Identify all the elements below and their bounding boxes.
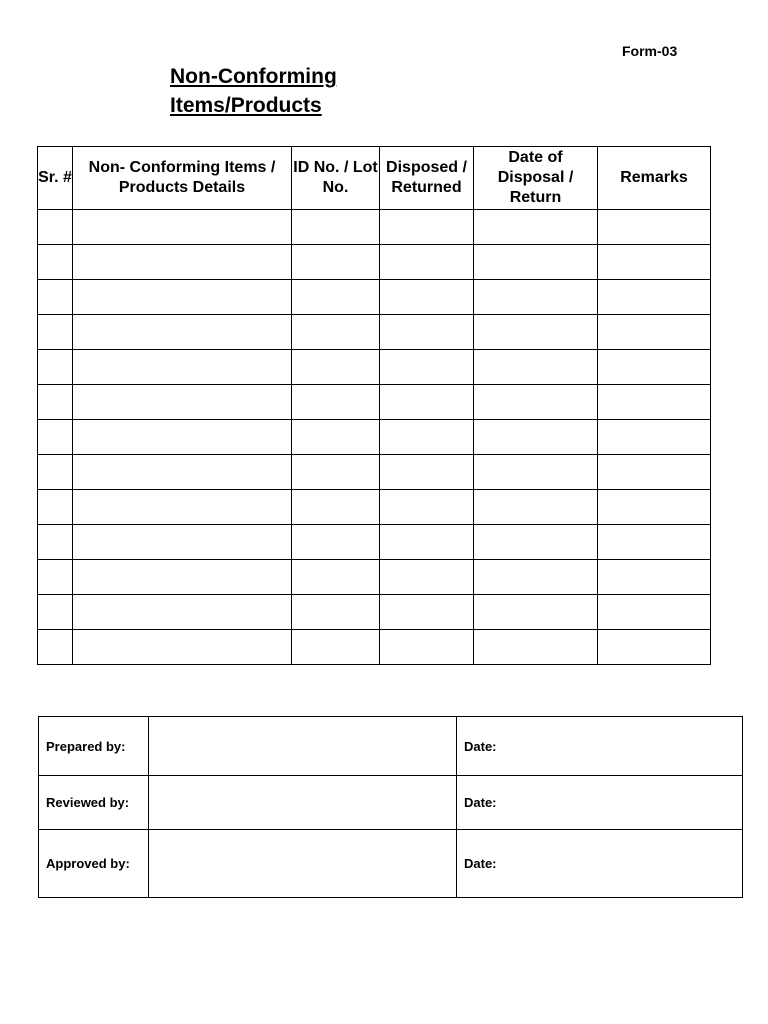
cell-id-lot[interactable] (292, 525, 380, 560)
reviewed-by-field[interactable] (149, 776, 457, 830)
cell-sr[interactable] (38, 560, 73, 595)
cell-date[interactable] (474, 210, 598, 245)
cell-id-lot[interactable] (292, 245, 380, 280)
cell-disposed[interactable] (380, 630, 474, 665)
cell-details[interactable] (73, 280, 292, 315)
approved-by-label: Approved by: (39, 830, 149, 898)
cell-remarks[interactable] (598, 420, 711, 455)
cell-details[interactable] (73, 455, 292, 490)
cell-remarks[interactable] (598, 315, 711, 350)
cell-id-lot[interactable] (292, 350, 380, 385)
cell-id-lot[interactable] (292, 420, 380, 455)
prepared-date-label: Date: (464, 738, 497, 754)
cell-id-lot[interactable] (292, 210, 380, 245)
approved-by-field[interactable] (149, 830, 457, 898)
cell-details[interactable] (73, 210, 292, 245)
cell-date[interactable] (474, 490, 598, 525)
prepared-by-label: Prepared by: (39, 717, 149, 776)
cell-disposed[interactable] (380, 560, 474, 595)
cell-id-lot[interactable] (292, 455, 380, 490)
cell-remarks[interactable] (598, 210, 711, 245)
table-row (38, 280, 711, 315)
page-title (170, 62, 337, 120)
cell-disposed[interactable] (380, 385, 474, 420)
cell-disposed[interactable] (380, 280, 474, 315)
cell-remarks[interactable] (598, 455, 711, 490)
cell-sr[interactable] (38, 385, 73, 420)
cell-id-lot[interactable] (292, 490, 380, 525)
form-code: Form-03 (622, 43, 678, 59)
cell-disposed[interactable] (380, 490, 474, 525)
cell-id-lot[interactable] (292, 280, 380, 315)
cell-disposed[interactable] (380, 525, 474, 560)
prepared-date-field[interactable] (457, 717, 743, 776)
cell-sr[interactable] (38, 525, 73, 560)
cell-date[interactable] (474, 245, 598, 280)
signoff-row-reviewed (39, 776, 743, 830)
cell-disposed[interactable] (380, 210, 474, 245)
cell-remarks[interactable] (598, 595, 711, 630)
cell-remarks[interactable] (598, 490, 711, 525)
table-row (38, 490, 711, 525)
table-row (38, 315, 711, 350)
cell-details[interactable] (73, 595, 292, 630)
cell-date[interactable] (474, 595, 598, 630)
table-row (38, 420, 711, 455)
cell-disposed[interactable] (380, 455, 474, 490)
cell-id-lot[interactable] (292, 560, 380, 595)
cell-details[interactable] (73, 420, 292, 455)
cell-details[interactable] (73, 385, 292, 420)
cell-remarks[interactable] (598, 280, 711, 315)
page-title-line-1: Non-Conforming (170, 65, 337, 88)
cell-date[interactable] (474, 455, 598, 490)
cell-date[interactable] (474, 420, 598, 455)
header-sr: Sr. # (38, 147, 73, 210)
cell-sr[interactable] (38, 350, 73, 385)
table-row (38, 455, 711, 490)
table-row (38, 595, 711, 630)
cell-remarks[interactable] (598, 560, 711, 595)
page-title-line-2: Items/Products (170, 94, 322, 117)
prepared-by-field[interactable] (149, 717, 457, 776)
header-id-lot: ID No. / Lot No. (292, 147, 380, 210)
header-disposed: Disposed / Returned (380, 147, 474, 210)
cell-date[interactable] (474, 385, 598, 420)
signoff-row-approved (39, 830, 743, 898)
table-row (38, 525, 711, 560)
cell-date[interactable] (474, 280, 598, 315)
cell-remarks[interactable] (598, 350, 711, 385)
cell-id-lot[interactable] (292, 630, 380, 665)
cell-date[interactable] (474, 560, 598, 595)
table-row (38, 210, 711, 245)
cell-id-lot[interactable] (292, 315, 380, 350)
cell-details[interactable] (73, 525, 292, 560)
non-conforming-items-table (37, 146, 711, 665)
cell-disposed[interactable] (380, 245, 474, 280)
table-row (38, 350, 711, 385)
cell-sr[interactable] (38, 595, 73, 630)
signoff-row-prepared (39, 717, 743, 776)
table-header-row (38, 147, 711, 210)
cell-sr[interactable] (38, 210, 73, 245)
signoff-table (38, 716, 743, 898)
cell-sr[interactable] (38, 455, 73, 490)
reviewed-by-label: Reviewed by: (39, 776, 149, 830)
cell-details[interactable] (73, 560, 292, 595)
cell-remarks[interactable] (598, 385, 711, 420)
cell-date[interactable] (474, 525, 598, 560)
cell-remarks[interactable] (598, 630, 711, 665)
cell-details[interactable] (73, 350, 292, 385)
cell-date[interactable] (474, 350, 598, 385)
cell-disposed[interactable] (380, 315, 474, 350)
reviewed-date-field[interactable] (457, 776, 743, 830)
cell-disposed[interactable] (380, 595, 474, 630)
cell-sr[interactable] (38, 280, 73, 315)
table-row (38, 245, 711, 280)
cell-id-lot[interactable] (292, 385, 380, 420)
header-remarks: Remarks (598, 147, 711, 210)
table-row (38, 630, 711, 665)
table-body (38, 210, 711, 665)
cell-disposed[interactable] (380, 350, 474, 385)
reviewed-date-label: Date: (464, 795, 497, 810)
table-row (38, 385, 711, 420)
header-date-of-disposal: Date of Disposal / Return (474, 147, 598, 210)
cell-remarks[interactable] (598, 245, 711, 280)
table-row (38, 560, 711, 595)
cell-id-lot[interactable] (292, 595, 380, 630)
cell-sr[interactable] (38, 315, 73, 350)
cell-disposed[interactable] (380, 420, 474, 455)
approved-date-label: Date: (464, 856, 497, 871)
cell-sr[interactable] (38, 630, 73, 665)
cell-date[interactable] (474, 315, 598, 350)
cell-date[interactable] (474, 630, 598, 665)
cell-sr[interactable] (38, 490, 73, 525)
cell-sr[interactable] (38, 245, 73, 280)
cell-details[interactable] (73, 315, 292, 350)
cell-details[interactable] (73, 630, 292, 665)
cell-details[interactable] (73, 245, 292, 280)
cell-details[interactable] (73, 490, 292, 525)
header-details: Non- Conforming Items / Products Details (73, 147, 292, 210)
cell-remarks[interactable] (598, 525, 711, 560)
cell-sr[interactable] (38, 420, 73, 455)
approved-date-field[interactable] (457, 830, 743, 898)
